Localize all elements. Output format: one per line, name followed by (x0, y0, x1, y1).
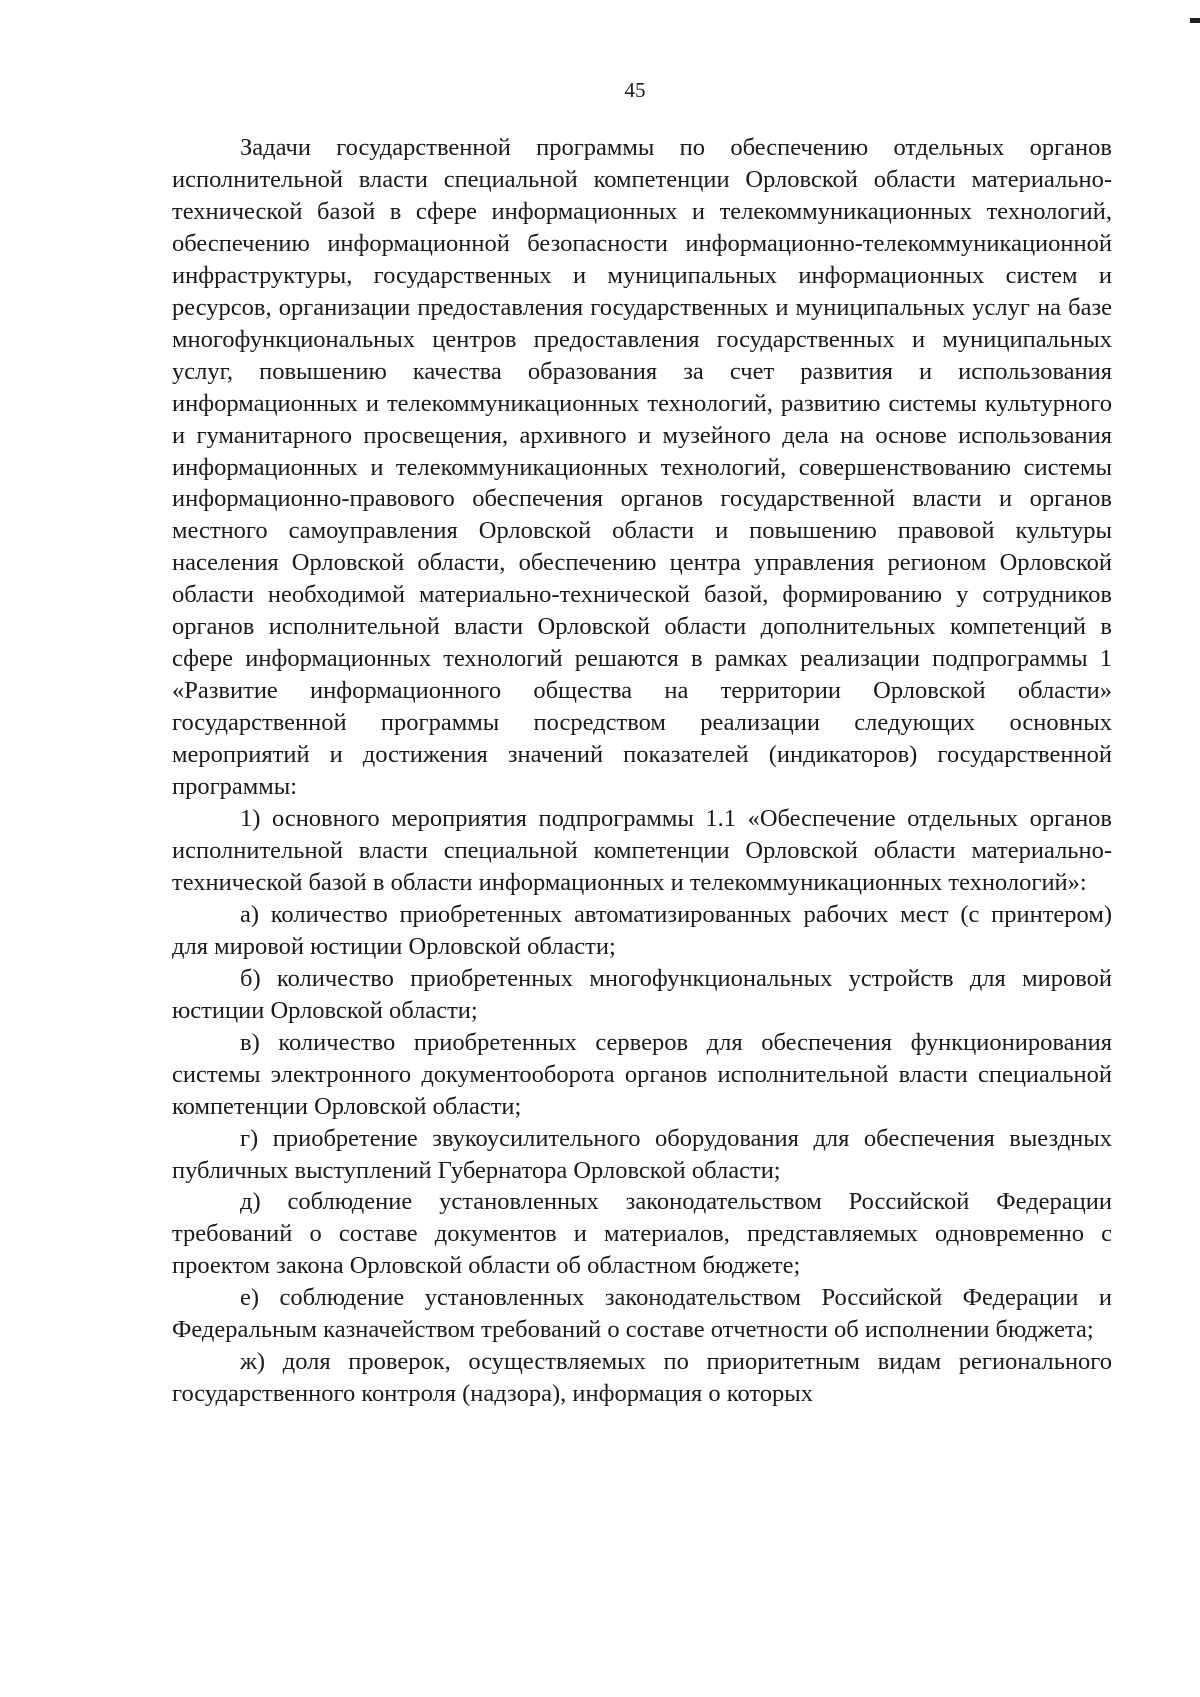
list-item-d: д) соблюдение установленных законодательством Российской Федерации требований о составе документов и материалов, представляемых одновременно с проектом закона Орловской области об областном бюджете; (172, 1188, 1112, 1280)
document-body (172, 132, 1112, 1410)
paragraph-intro: Задачи государственной программы по обеспечению отдельных органов исполнительной власти специальной компетенции Орловской области материально-технической базой в сфере информационных и телекоммуникационных технологий, обеспечению информационной безопасности информационно-телекоммуникационной инфраструктуры, государственных и муниципальных информационных систем и ресурсов, организации предоставления государственных и муниципальных услуг на базе многофункциональных центров предоставления государственных и муниципальных услуг, повышению качества образования за счет развития и использования информационных и телекоммуникационных технологий, развитию системы культурного и гуманитарного просвещения, архивного и музейного дела на основе использования информационных и телекоммуникационных технологий, совершенствованию системы информационно-правового обеспечения органов государственной власти и органов местного самоуправления Орловской области и повышению правовой культуры населения Орловской области, обеспечению центра управления регионом Орловской области необходимой материально-технической базой, формированию у сотрудников органов исполнительной власти Орловской области дополнительных компетенций в сфере информационных технологий решаются в рамках реализации подпрограммы 1 «Развитие информационного общества на территории Орловской области» государственной программы посредством реализации следующих основных мероприятий и достижения значений показателей (индикаторов) государственной программы: (172, 134, 1112, 801)
list-item-e: е) соблюдение установленных законодательством Российской Федерации и Федеральным казначейством требований о составе отчетности об исполнении бюджета; (172, 1284, 1112, 1344)
list-item-b: б) количество приобретенных многофункциональных устройств для мировой юстиции Орловской области; (172, 964, 1112, 1024)
list-item-a: а) количество приобретенных автоматизированных рабочих мест (с принтером) для мировой юстиции Орловской области; (172, 900, 1112, 960)
list-item-g: г) приобретение звукоусилительного оборудования для обеспечения выездных публичных выступлений Губернатора Орловской области; (172, 1124, 1112, 1184)
paragraph-main-activity: 1) основного мероприятия подпрограммы 1.1 «Обеспечение отдельных органов исполнительной власти специальной компетенции Орловской области материально-технической базой в области информационных и телекоммуникационных технологий»: (172, 805, 1112, 896)
list-item-v: в) количество приобретенных серверов для обеспечения функционирования системы электронного документооборота органов исполнительной власти специальной компетенции Орловской области; (172, 1028, 1112, 1120)
page-number: 45 (624, 78, 646, 102)
scan-edge-mark (1190, 18, 1200, 23)
list-item-zh: ж) доля проверок, осуществляемых по приоритетным видам регионального государственного контроля (надзора), информация о которых (172, 1348, 1112, 1408)
